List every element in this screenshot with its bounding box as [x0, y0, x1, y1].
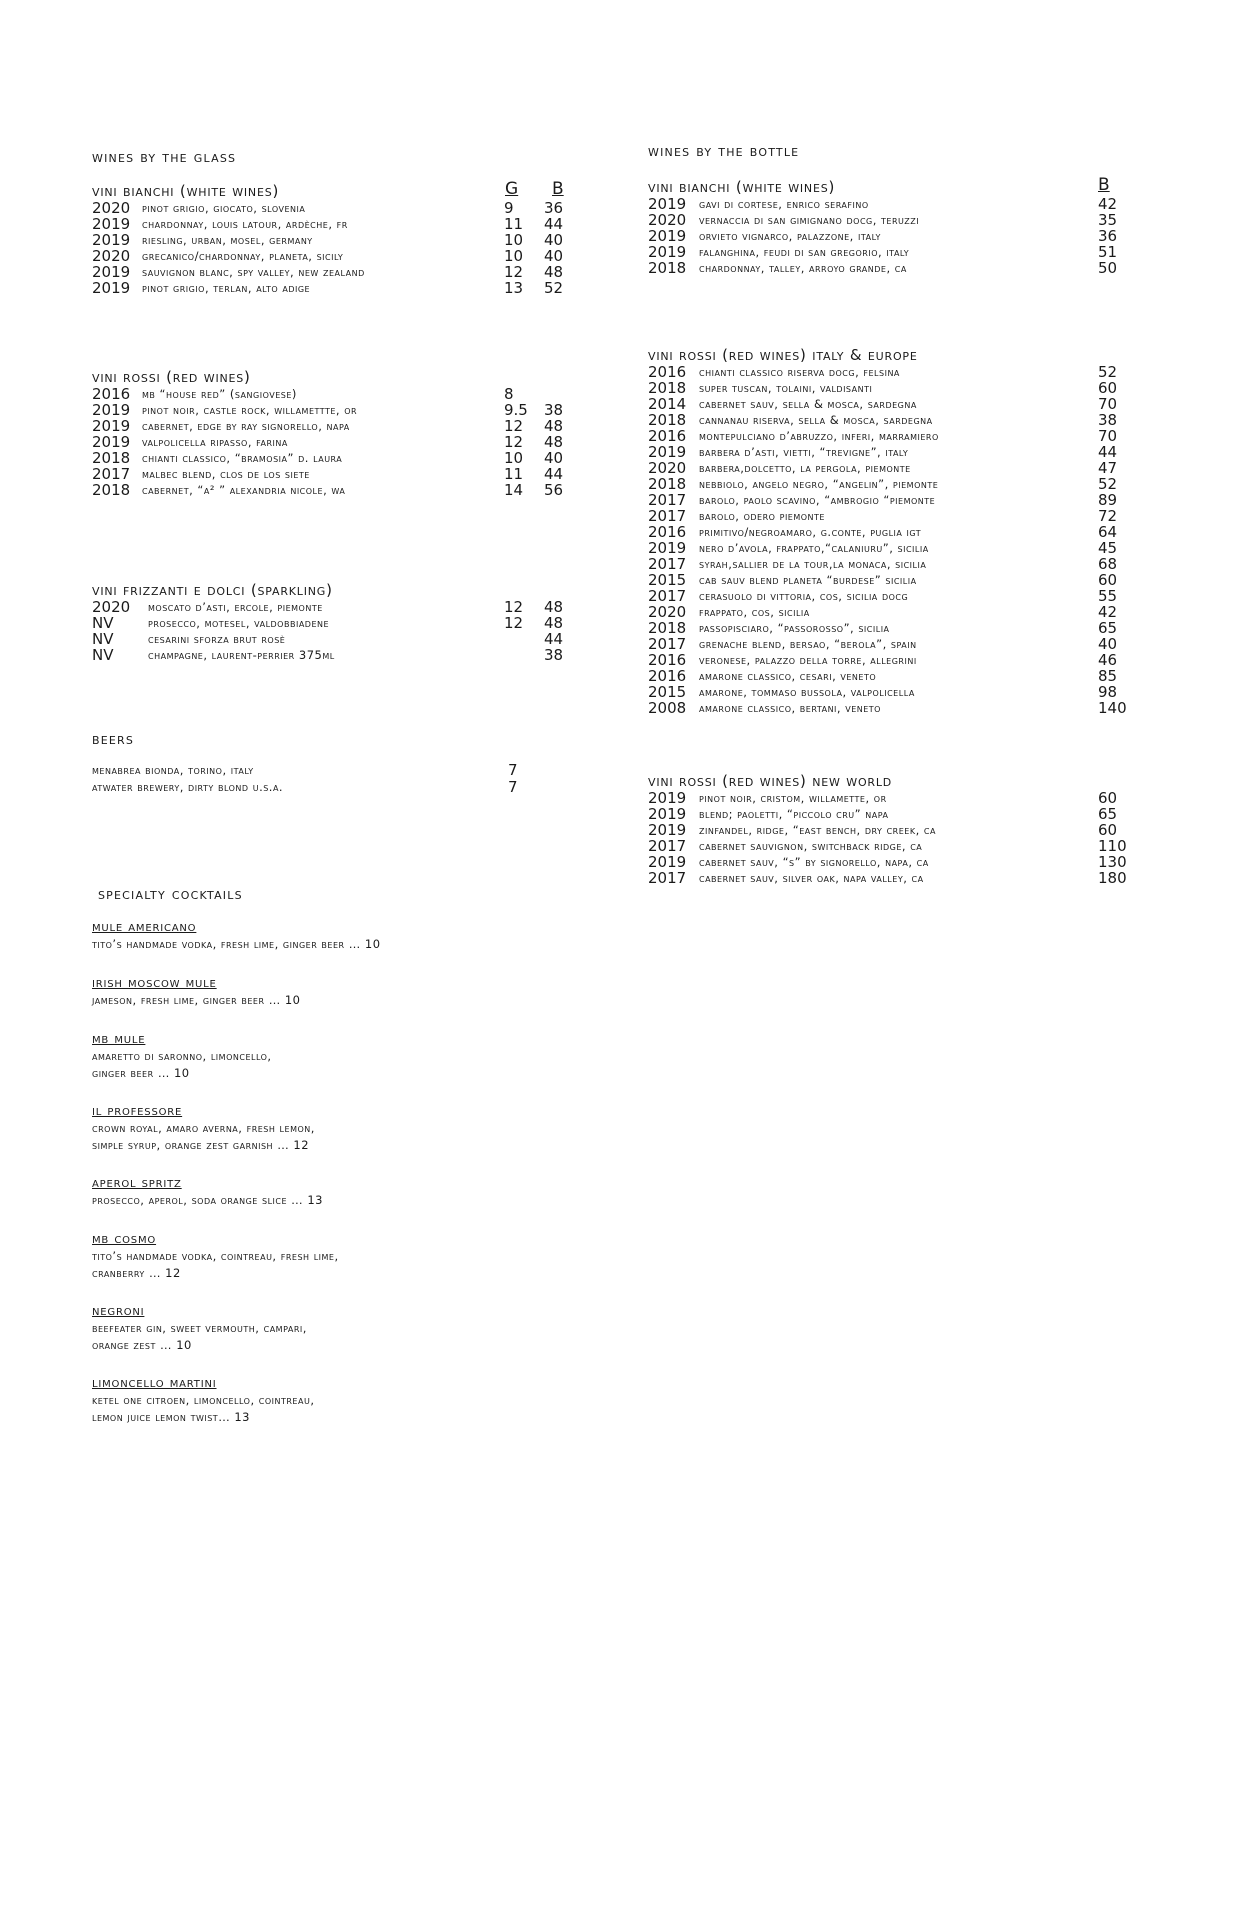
wine-vintage: 2020	[92, 199, 131, 217]
cocktail-description: tito’s handmade vodka, cointreau, fresh lime, cranberry … 12	[92, 1249, 339, 1280]
glass-price: 8	[504, 385, 514, 403]
wine-vintage: 2019	[92, 263, 131, 281]
wine-vintage: 2015	[648, 571, 687, 589]
wine-vintage: 2017	[648, 491, 687, 509]
cocktail-name: limoncello martini	[92, 1375, 217, 1391]
bottle-price: 68	[1098, 555, 1118, 573]
wine-name: amarone classico, cesari, veneto	[699, 669, 877, 683]
wine-vintage: 2018	[92, 481, 131, 499]
wine-name: malbec blend, clos de los siete	[142, 467, 310, 481]
cocktail-item	[92, 1230, 339, 1282]
wine-item	[648, 684, 1128, 700]
wine-item	[648, 806, 1128, 822]
bottle-price: 52	[1098, 363, 1118, 381]
bottle-price: 130	[1098, 853, 1127, 871]
bottle-red-italy-list	[648, 364, 1128, 716]
wine-vintage: 2017	[648, 869, 687, 887]
wine-item	[648, 700, 1128, 716]
wine-item	[648, 428, 1128, 444]
wine-vintage: 2019	[648, 805, 687, 823]
cocktail-name: mb cosmo	[92, 1231, 157, 1247]
wine-item	[648, 492, 1128, 508]
wine-item	[648, 364, 1128, 380]
glass-price: 12	[504, 263, 524, 281]
bottle-red-newworld-list	[648, 790, 1128, 886]
wine-item	[92, 280, 582, 296]
wine-item	[648, 838, 1128, 854]
wine-name: cabernet, edge by ray signorello, napa	[142, 419, 350, 433]
wine-name: vernaccia di san gimignano docg, teruzzi	[699, 213, 920, 227]
wine-name: super tuscan, tolaini, valdisanti	[699, 381, 873, 395]
wine-name: montepulciano d’abruzzo, inferi, marramiero	[699, 429, 939, 443]
bottle-price: 56	[544, 481, 564, 499]
wine-vintage: 2020	[648, 459, 687, 477]
wine-vintage: 2016	[92, 385, 131, 403]
wine-vintage: 2017	[648, 555, 687, 573]
cocktail-description: beefeater gin, sweet vermouth, campari, orange zest … 10	[92, 1321, 307, 1352]
beer-item	[92, 779, 582, 796]
cocktail-item	[92, 918, 381, 953]
wine-name: primitivo/negroamaro, g.conte, puglia igt	[699, 525, 922, 539]
wine-item	[92, 232, 582, 248]
wine-name: cab sauv blend planeta “burdese” sicilia	[699, 573, 917, 587]
wine-vintage: 2019	[648, 227, 687, 245]
wine-item	[92, 402, 582, 418]
bottle-price: 48	[544, 598, 564, 616]
wine-name: grenache blend, bersao, “berola”, spain	[699, 637, 917, 651]
bottle-price: 60	[1098, 821, 1118, 839]
wine-name: cabernet, “a² ” alexandria nicole, wa	[142, 483, 346, 497]
glass-red-heading: vini rossi (red wines)	[92, 368, 251, 386]
wine-name: barolo, odero piemonte	[699, 509, 825, 523]
bottle-price: 60	[1098, 571, 1118, 589]
bottle-price: 48	[544, 417, 564, 435]
wine-item	[92, 631, 582, 647]
beers-list	[92, 762, 582, 796]
bottle-price: 50	[1098, 259, 1118, 277]
wine-name: chianti classico, “bramosia” d. laura	[142, 451, 343, 465]
cocktail-description: prosecco, aperol, soda orange slice … 13	[92, 1193, 323, 1207]
bottle-price: 98	[1098, 683, 1118, 701]
bottle-col-b: B	[1098, 175, 1110, 195]
wine-vintage: 2019	[92, 433, 131, 451]
wine-item	[648, 870, 1128, 886]
cocktail-name: negroni	[92, 1303, 145, 1319]
wine-vintage: 2019	[92, 417, 131, 435]
wine-item	[92, 386, 582, 402]
wine-name: sauvignon blanc, spy valley, new zealand	[142, 265, 365, 279]
cocktail-name: mb mule	[92, 1031, 146, 1047]
bottle-price: 40	[544, 449, 564, 467]
wine-name: chianti classico riserva docg, felsina	[699, 365, 900, 379]
wine-name: grecanico/chardonnay, planeta, sicily	[142, 249, 344, 263]
glass-price: 9	[504, 199, 514, 217]
bottle-price: 52	[544, 279, 564, 297]
wine-item	[92, 216, 582, 232]
glass-section-title: wines by the glass	[92, 148, 237, 166]
cocktail-description: crown royal, amaro averna, fresh lemon, simple syrup, orange zest garnish … 12	[92, 1121, 315, 1152]
cocktail-description: ketel one citroen, limoncello, cointreau, lemon juice lemon twist… 13	[92, 1393, 315, 1424]
bottle-price: 55	[1098, 587, 1118, 605]
wine-item	[648, 620, 1128, 636]
wine-vintage: 2016	[648, 427, 687, 445]
cocktail-item	[92, 1302, 307, 1354]
wine-vintage: 2019	[648, 539, 687, 557]
glass-price: 9.5	[504, 401, 528, 419]
glass-price: 12	[504, 598, 524, 616]
wine-item	[648, 380, 1128, 396]
bottle-price: 60	[1098, 379, 1118, 397]
bottle-price: 64	[1098, 523, 1118, 541]
bottle-price: 44	[544, 215, 564, 233]
beer-price: 7	[508, 761, 518, 779]
bottle-price: 40	[544, 247, 564, 265]
bottle-price: 110	[1098, 837, 1127, 855]
wine-vintage: 2018	[648, 259, 687, 277]
wine-item	[648, 556, 1128, 572]
wine-item	[648, 260, 1128, 276]
wine-vintage: 2019	[648, 443, 687, 461]
beer-price: 7	[508, 778, 518, 796]
cocktail-item	[92, 1174, 323, 1209]
bottle-price: 65	[1098, 619, 1118, 637]
wine-vintage: 2016	[648, 651, 687, 669]
cocktail-item	[92, 974, 300, 1009]
wine-item	[648, 668, 1128, 684]
bottle-price: 48	[544, 614, 564, 632]
bottle-price: 44	[544, 465, 564, 483]
wine-item	[648, 460, 1128, 476]
wine-vintage: 2020	[92, 598, 131, 616]
bottle-price: 42	[1098, 195, 1118, 213]
bottle-price: 72	[1098, 507, 1118, 525]
cocktail-item	[92, 1030, 272, 1082]
wine-name: barolo, paolo scavino, “ambrogio “piemonte	[699, 493, 936, 507]
wine-vintage: 2019	[92, 231, 131, 249]
bottle-price: 46	[1098, 651, 1118, 669]
wine-vintage: 2017	[648, 837, 687, 855]
wine-name: falanghina, feudi di san gregorio, italy	[699, 245, 910, 259]
wine-item	[92, 482, 582, 498]
cocktail-name: il professore	[92, 1103, 183, 1119]
wine-vintage: 2016	[648, 523, 687, 541]
wine-vintage: 2016	[648, 363, 687, 381]
glass-price: 12	[504, 614, 524, 632]
wine-vintage: 2019	[648, 789, 687, 807]
bottle-price: 70	[1098, 427, 1118, 445]
bottle-price: 45	[1098, 539, 1118, 557]
cocktail-name: aperol spritz	[92, 1175, 182, 1191]
bottle-price: 52	[1098, 475, 1118, 493]
wine-name: pinot grigio, giocato, slovenia	[142, 201, 306, 215]
glass-red-list	[92, 386, 582, 498]
glass-sparkling-heading: vini frizzanti e dolci (sparkling)	[92, 581, 333, 599]
wine-name: amarone, tommaso bussola, valpolicella	[699, 685, 915, 699]
wine-vintage: 2017	[92, 465, 131, 483]
wine-name: mb “house red” (sangiovese)	[142, 387, 297, 401]
wine-item	[92, 615, 582, 631]
wine-name: amarone classico, bertani, veneto	[699, 701, 881, 715]
wine-vintage: 2019	[92, 279, 131, 297]
wine-vintage: NV	[92, 630, 114, 648]
wine-name: blend; paoletti, “piccolo cru” napa	[699, 807, 889, 821]
wine-item	[92, 466, 582, 482]
wine-vintage: 2018	[648, 379, 687, 397]
glass-price: 12	[504, 417, 524, 435]
wine-vintage: 2015	[648, 683, 687, 701]
cocktail-item	[92, 1374, 314, 1426]
wine-item	[92, 434, 582, 450]
wine-vintage: 2019	[648, 243, 687, 261]
wine-vintage: 2014	[648, 395, 687, 413]
wine-name: barbera d’asti, vietti, “trevigne”, italy	[699, 445, 909, 459]
wine-vintage: 2018	[648, 475, 687, 493]
bottle-price: 38	[544, 401, 564, 419]
glass-price: 14	[504, 481, 524, 499]
glass-price: 11	[504, 465, 524, 483]
glass-price: 12	[504, 433, 524, 451]
beers-title: beers	[92, 730, 135, 748]
cocktail-description: amaretto di saronno, limoncello, ginger beer … 10	[92, 1049, 272, 1080]
wine-item	[92, 450, 582, 466]
bottle-section-title: wines by the bottle	[648, 142, 800, 160]
bottle-price: 65	[1098, 805, 1118, 823]
wine-vintage: 2020	[92, 247, 131, 265]
wine-name: pinot noir, cristom, willamette, or	[699, 791, 887, 805]
wine-item	[648, 444, 1128, 460]
wine-item	[648, 524, 1128, 540]
wine-item	[92, 264, 582, 280]
wine-vintage: 2019	[648, 195, 687, 213]
glass-price: 10	[504, 449, 524, 467]
wine-item	[648, 652, 1128, 668]
wine-item	[648, 822, 1128, 838]
wine-name: cabernet sauv, sella & mosca, sardegna	[699, 397, 917, 411]
cocktail-description: jameson, fresh lime, ginger beer … 10	[92, 993, 301, 1007]
wine-vintage: 2018	[648, 411, 687, 429]
bottle-price: 47	[1098, 459, 1118, 477]
glass-white-list	[92, 200, 582, 296]
wine-item	[648, 854, 1128, 870]
bottle-price: 89	[1098, 491, 1118, 509]
bottle-price: 38	[544, 646, 564, 664]
wine-name: riesling, urban, mosel, germany	[142, 233, 313, 247]
bottle-red-newworld-heading: vini rossi (red wines) new world	[648, 772, 893, 790]
wine-vintage: 2017	[648, 507, 687, 525]
bottle-price: 36	[1098, 227, 1118, 245]
wine-item	[648, 412, 1128, 428]
bottle-red-italy-heading: vini rossi (red wines) italy & europe	[648, 346, 918, 364]
cocktail-description: tito’s handmade vodka, fresh lime, ginger beer … 10	[92, 937, 381, 951]
wine-item	[648, 790, 1128, 806]
wine-name: cannanau riserva, sella & mosca, sardegna	[699, 413, 933, 427]
wine-name: frappato, cos, sicilia	[699, 605, 810, 619]
wine-item	[648, 636, 1128, 652]
wine-name: pinot grigio, terlan, alto adige	[142, 281, 311, 295]
wine-item	[92, 200, 582, 216]
wine-item	[648, 212, 1128, 228]
wine-item	[648, 476, 1128, 492]
wine-name: syrah,sallier de la tour,la monaca, sicilia	[699, 557, 927, 571]
wine-vintage: 2018	[92, 449, 131, 467]
wine-name: moscato d’asti, ercole, piemonte	[148, 600, 323, 614]
wine-name: cabernet sauv, “s” by signorello, napa, ca	[699, 855, 929, 869]
bottle-white-heading: vini bianchi (white wines)	[648, 178, 836, 196]
wine-name: chardonnay, louis latour, ardèche, fr	[142, 217, 348, 231]
wine-vintage: 2020	[648, 603, 687, 621]
bottle-price: 85	[1098, 667, 1118, 685]
wine-vintage: 2016	[648, 667, 687, 685]
beer-name: menabrea bionda, torino, italy	[92, 763, 254, 777]
wine-name: valpolicella ripasso, farina	[142, 435, 288, 449]
wine-vintage: 2017	[648, 635, 687, 653]
glass-price: 10	[504, 247, 524, 265]
wine-name: orvieto vignarco, palazzone, italy	[699, 229, 881, 243]
bottle-price: 140	[1098, 699, 1127, 717]
wine-name: veronese, palazzo della torre, allegrini	[699, 653, 917, 667]
cocktail-name: irish moscow mule	[92, 975, 217, 991]
wine-item	[648, 572, 1128, 588]
bottle-price: 35	[1098, 211, 1118, 229]
wine-name: barbera,dolcetto, la pergola, piemonte	[699, 461, 911, 475]
wine-name: cabernet sauv, silver oak, napa valley, ca	[699, 871, 924, 885]
bottle-price: 40	[1098, 635, 1118, 653]
glass-col-b: B	[552, 179, 564, 199]
glass-col-g: G	[505, 179, 519, 199]
beer-item	[92, 762, 582, 779]
cocktails-title: specialty cocktails	[98, 885, 243, 903]
cocktail-name: mule americano	[92, 919, 197, 935]
glass-price: 13	[504, 279, 524, 297]
wine-vintage: 2018	[648, 619, 687, 637]
bottle-price: 44	[1098, 443, 1118, 461]
bottle-price: 42	[1098, 603, 1118, 621]
glass-price: 10	[504, 231, 524, 249]
wine-name: nero d’avola, frappato,“calaniuru”, sicilia	[699, 541, 929, 555]
wine-item	[92, 599, 582, 615]
wine-item	[92, 647, 582, 663]
wine-item	[648, 604, 1128, 620]
wine-name: zinfandel, ridge, “east bench, dry creek, ca	[699, 823, 936, 837]
wine-name: pinot noir, castle rock, willamettte, or	[142, 403, 358, 417]
wine-name: cesarini sforza brut rosè	[148, 632, 286, 646]
wine-vintage: NV	[92, 614, 114, 632]
bottle-price: 70	[1098, 395, 1118, 413]
wine-name: chardonnay, talley, arroyo grande, ca	[699, 261, 907, 275]
glass-price: 11	[504, 215, 524, 233]
bottle-price: 60	[1098, 789, 1118, 807]
bottle-white-list	[648, 196, 1128, 276]
glass-sparkling-list	[92, 599, 582, 663]
bottle-price: 36	[544, 199, 564, 217]
wine-item	[648, 540, 1128, 556]
wine-item	[92, 248, 582, 264]
bottle-price: 44	[544, 630, 564, 648]
wine-item	[92, 418, 582, 434]
beer-name: atwater brewery, dirty blond u.s.a.	[92, 780, 284, 794]
wine-name: cabernet sauvignon, switchback ridge, ca	[699, 839, 923, 853]
cocktail-item	[92, 1102, 315, 1154]
bottle-price: 51	[1098, 243, 1118, 261]
wine-item	[648, 508, 1128, 524]
wine-item	[648, 396, 1128, 412]
bottle-price: 180	[1098, 869, 1127, 887]
wine-name: prosecco, motesel, valdobbiadene	[148, 616, 330, 630]
wine-vintage: 2019	[648, 853, 687, 871]
wine-name: passopisciaro, “passorosso”, sicilia	[699, 621, 890, 635]
wine-item	[648, 196, 1128, 212]
wine-vintage: 2019	[648, 821, 687, 839]
wine-vintage: 2017	[648, 587, 687, 605]
wine-item	[648, 588, 1128, 604]
glass-white-heading: vini bianchi (white wines)	[92, 182, 280, 200]
wine-item	[648, 244, 1128, 260]
bottle-price: 48	[544, 433, 564, 451]
bottle-price: 40	[544, 231, 564, 249]
wine-vintage: 2019	[92, 215, 131, 233]
wine-vintage: 2020	[648, 211, 687, 229]
wine-item	[648, 228, 1128, 244]
bottle-price: 48	[544, 263, 564, 281]
wine-name: gavi di cortese, enrico serafino	[699, 197, 869, 211]
wine-vintage: NV	[92, 646, 114, 664]
wine-name: cerasuolo di vittoria, cos, sicilia docg	[699, 589, 909, 603]
bottle-price: 38	[1098, 411, 1118, 429]
wine-name: nebbiolo, angelo negro, “angelin”, piemonte	[699, 477, 939, 491]
wine-vintage: 2008	[648, 699, 687, 717]
wine-vintage: 2019	[92, 401, 131, 419]
wine-name: champagne, laurent-perrier 375ml	[148, 648, 335, 662]
